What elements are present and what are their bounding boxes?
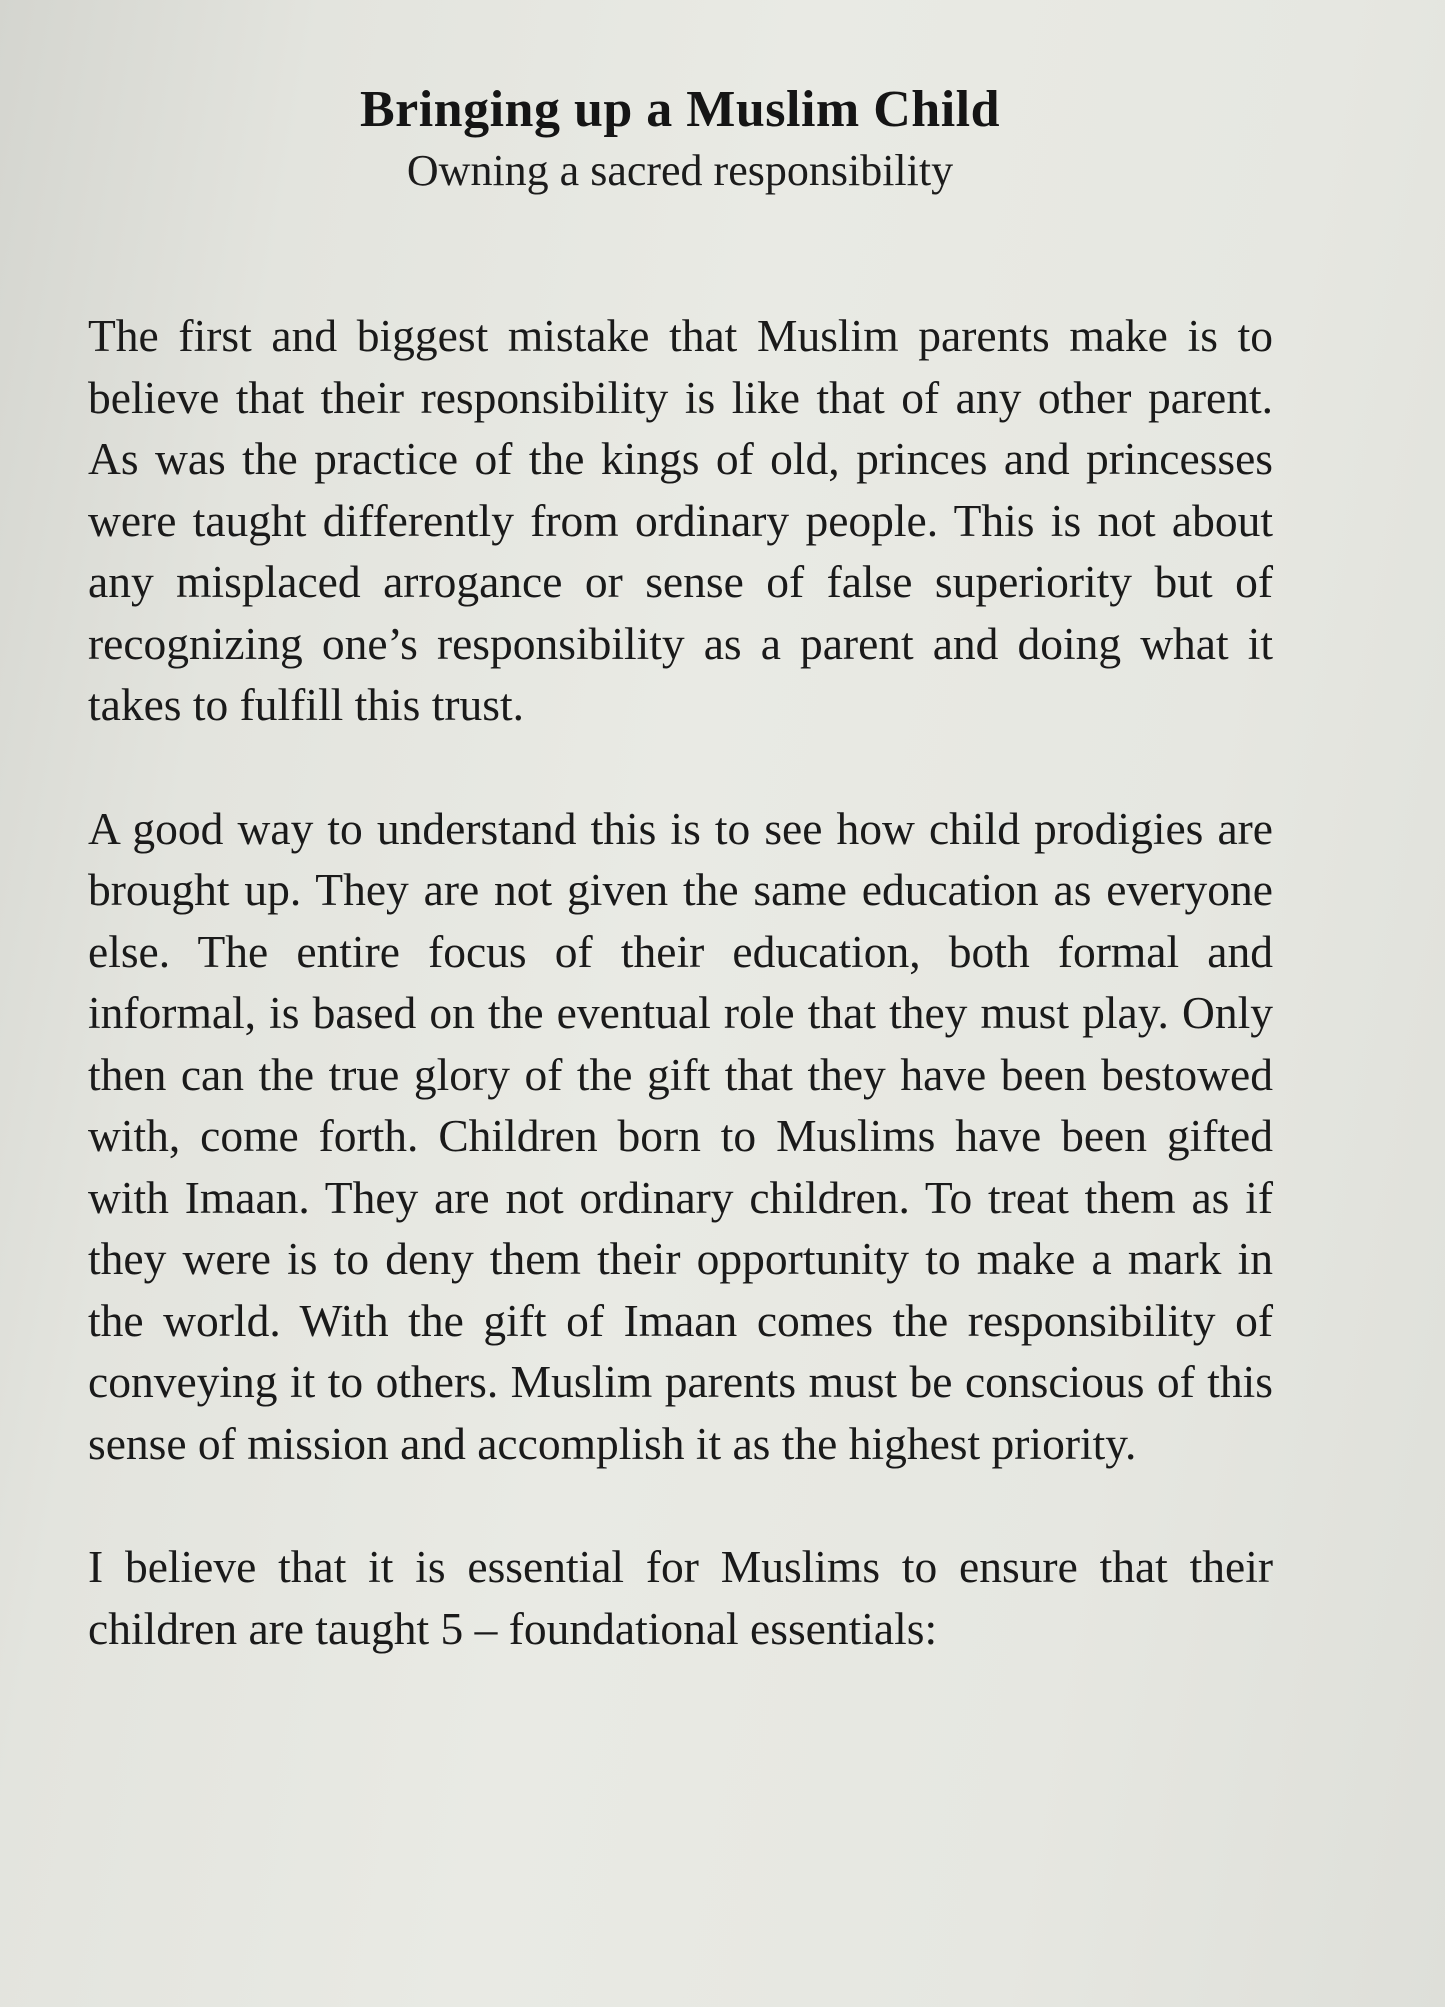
chapter-title: Bringing up a Muslim Child	[359, 81, 1001, 138]
chapter-subtitle: Owning a sacred responsibility	[406, 146, 954, 195]
chapter-header	[0, 78, 1360, 200]
paragraph-1: The first and biggest mistake that Muslim parents make is to believe that their responsibility is like that of any other parent. As was the practice of the kings of old, princes and princesses were taught differently from ordinary people. This is not about any misplaced arrogance or sense of false superiority but of recognizing one’s responsibility as a parent and doing what it takes to fulfill this trust.	[88, 310, 1273, 730]
body-text	[88, 305, 1273, 1721]
paragraph-2: A good way to understand this is to see how child prodigies are brought up. They are not given the same education as everyone else. The entire focus of their education, both formal and informal, is based on the eventual role that they must play. Only then can the true glory of the gift that they have been bestowed with, come forth. Children born to Muslims have been gifted with Imaan. They are not ordinary children. To treat them as if they were is to deny them their opportunity to make a mark in the world. With the gift of Imaan comes the responsibility of conveying it to others. Muslim parents must be conscious of this sense of mission and accomplish it as the highest priority.	[88, 802, 1273, 1469]
paragraph-3: I believe that it is essential for Muslims to ensure that their children are taught 5 – foundational essentials:	[88, 1541, 1273, 1654]
